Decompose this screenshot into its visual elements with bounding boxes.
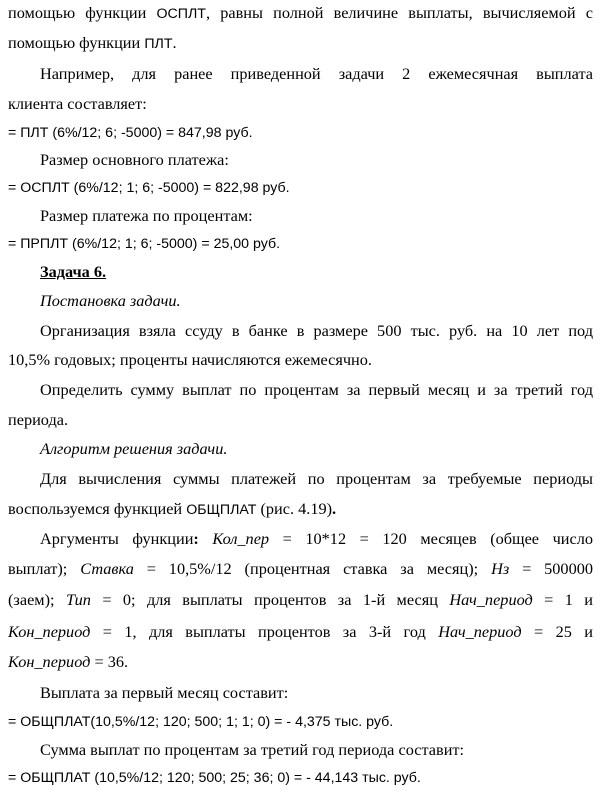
formula-pmt: = ПЛТ (6%/12; 6; -5000) = 847,98 руб. bbox=[8, 125, 253, 141]
text-run: воспользуемся функцией bbox=[8, 499, 187, 518]
text-run: помощью функции bbox=[8, 33, 145, 52]
text-run: = 1, для выплаты процентов за 3-й год bbox=[90, 622, 439, 641]
text-run: (заем); bbox=[8, 590, 66, 609]
formula-cumipmt-month: = ОБЩПЛАТ(10,5%/12; 120; 500; 1; 1; 0) = - 4,375 тыс. руб. bbox=[8, 714, 394, 730]
paragraph-line: клиента составляет: bbox=[8, 94, 147, 113]
paragraph-line: Для вычисления суммы платежей по процентам за требуемые периоды bbox=[40, 469, 593, 488]
argument-name: Нач_период bbox=[438, 622, 522, 641]
function-name: ПЛТ bbox=[144, 36, 173, 52]
section-subheading: Постановка задачи. bbox=[40, 291, 181, 310]
text-run: = 25 и bbox=[521, 622, 593, 641]
paragraph-line bbox=[8, 33, 593, 54]
paragraph-line bbox=[8, 622, 593, 642]
paragraph-line: периода. bbox=[8, 410, 69, 429]
paragraph-line: Размер платежа по процентам: bbox=[40, 206, 253, 225]
argument-name: Тип bbox=[65, 590, 91, 609]
text-run: помощью функции bbox=[8, 3, 157, 22]
text-run: Аргументы функции bbox=[40, 529, 194, 548]
paragraph-line: Определить сумму выплат по процентам за первый месяц и за третий год bbox=[40, 380, 593, 399]
text-run: = 500000 bbox=[509, 559, 593, 578]
text-run: = 36. bbox=[90, 652, 129, 671]
argument-name: Кол_пер bbox=[212, 529, 270, 548]
text-run: , равны полной величине выплаты, вычисляемой с bbox=[205, 3, 593, 22]
text-run: = 1 и bbox=[532, 590, 594, 609]
argument-name: Ставка bbox=[80, 559, 134, 578]
paragraph-line bbox=[8, 559, 593, 579]
argument-name: Кон_период bbox=[8, 622, 91, 641]
paragraph-line: Выплата за первый месяц составит: bbox=[40, 683, 289, 702]
argument-name: Кон_период bbox=[8, 652, 91, 671]
text-run: = 0; для выплаты процентов за 1-й месяц bbox=[90, 590, 450, 609]
text-run bbox=[199, 529, 213, 548]
paragraph-line: 10,5% годовых; проценты начисляются ежемесячно. bbox=[8, 350, 372, 369]
bold-run: : bbox=[193, 529, 199, 548]
formula-ppmt: = ОСПЛТ (6%/12; 1; 6; -5000) = 822,98 руб. bbox=[8, 180, 290, 196]
text-run: . bbox=[172, 33, 177, 52]
function-name: ОБЩПЛАТ bbox=[186, 502, 257, 518]
paragraph-line: Размер основного платежа: bbox=[40, 150, 229, 169]
function-name: ОСПЛТ bbox=[156, 6, 206, 22]
paragraph-line bbox=[40, 529, 593, 549]
task-heading: Задача 6. bbox=[40, 262, 107, 281]
text-run: = 10,5%/12 (процентная ставка за месяц); bbox=[133, 559, 492, 578]
paragraph-line: Например, для ранее приведенной задачи 2 ежемесячная выплата bbox=[40, 64, 593, 83]
text-run: (рис. 4.19) bbox=[256, 499, 333, 518]
paragraph-line: Сумма выплат по процентам за третий год периода составит: bbox=[40, 740, 465, 759]
argument-name: Нз bbox=[491, 559, 510, 578]
paragraph-line: Организация взяла ссуду в банке в размере 500 тыс. руб. на 10 лет под bbox=[40, 321, 593, 340]
section-subheading: Алгоритм решения задачи. bbox=[40, 439, 228, 458]
paragraph-line bbox=[8, 499, 593, 520]
paragraph-line bbox=[8, 652, 593, 672]
formula-cumipmt-year: = ОБЩПЛАТ (10,5%/12; 120; 500; 25; 36; 0) = - 44,143 тыс. руб. bbox=[8, 770, 421, 786]
bold-run: . bbox=[332, 499, 337, 518]
paragraph-line bbox=[8, 590, 593, 610]
formula-ipmt: = ПРПЛТ (6%/12; 1; 6; -5000) = 25,00 руб. bbox=[8, 236, 281, 252]
text-run: выплат); bbox=[8, 559, 81, 578]
paragraph-line bbox=[8, 3, 593, 24]
text-run: = 10*12 = 120 месяцев (общее число bbox=[269, 529, 593, 548]
argument-name: Нач_период bbox=[449, 590, 533, 609]
